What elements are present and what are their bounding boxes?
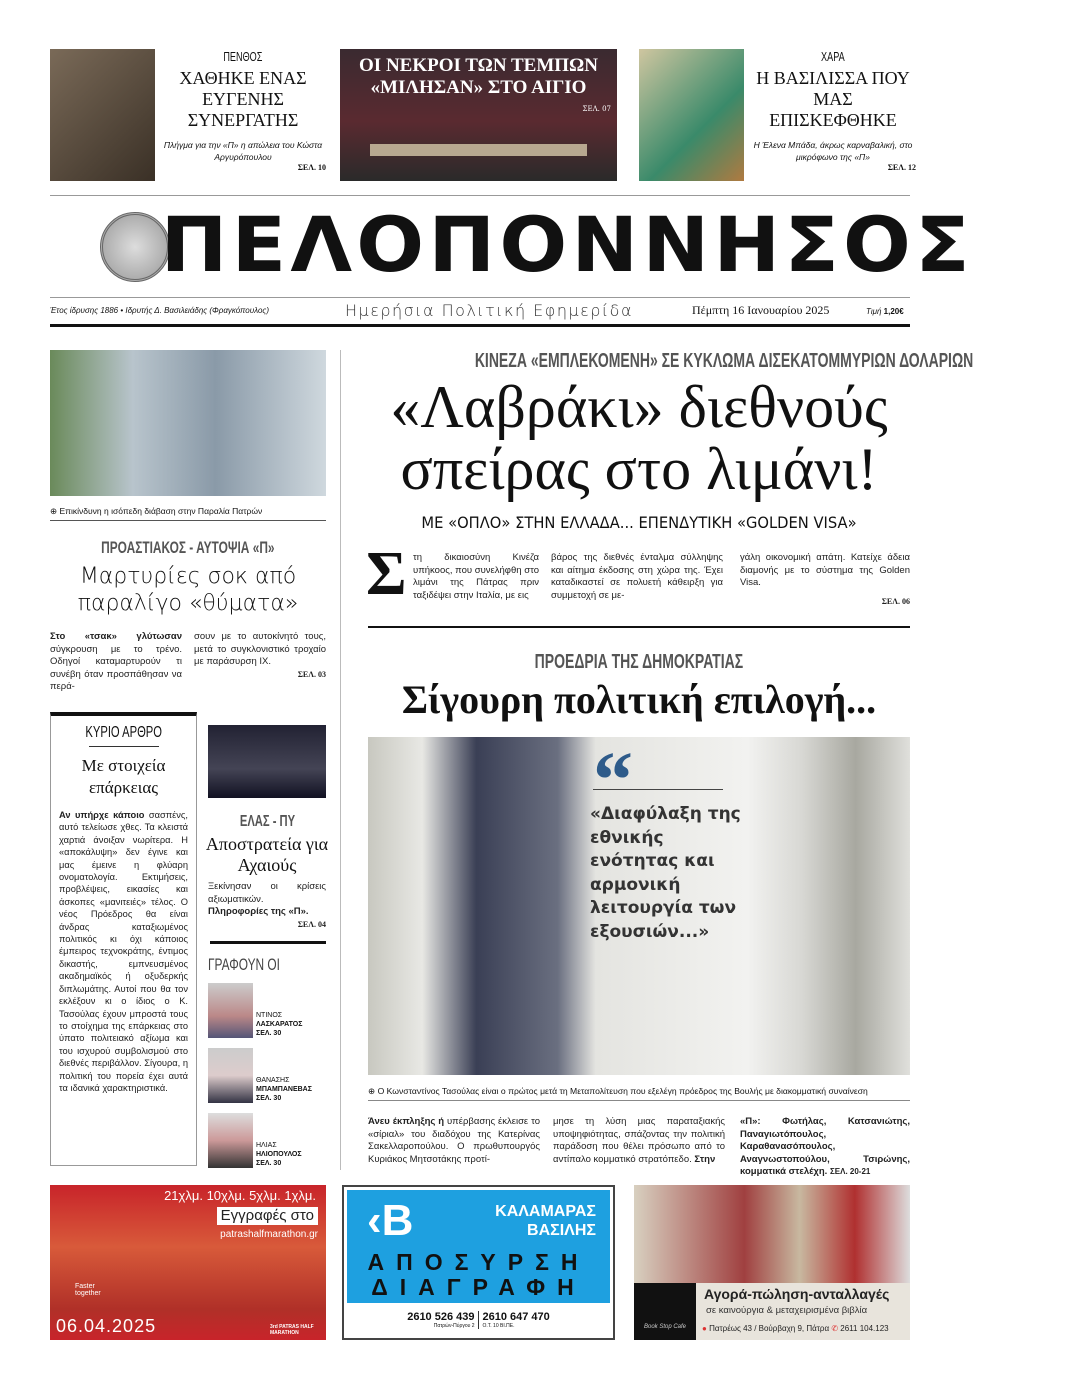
president-body-col2: μησε τη λύση μιας παραταξιακής υποψηφιότητας, σπάζοντας την πολιτική παράδοση που θέλει πρόσωπο από το αντίπαλο κομματικό στρατόπεδο. Στην [553,1116,725,1165]
teaser-page: ΣΕΛ. 07 [582,105,611,113]
ad-patras-half-marathon[interactable]: 21χλμ. 10χλμ. 5χλμ. 1χλμ. Εγγραφές στο patrashalfmarathon.gr Faster together 06.04.2025 3rd PATRAS HALF MARATHON [50,1185,326,1340]
story-kicker: ΕΛΑΣ - ΠΥ [239,813,295,830]
editorial-title[interactable]: Με στοιχεία επάρκειας [81,756,166,797]
teaser-text: Η Έλενα Μπάδα, άκρως καρναβαλική, στο μικρόφωνο της «Π» [753,140,913,162]
teaser-kicker: ΠΕΝΘΟΣ [223,49,263,64]
writer-item[interactable]: ΘΑΝΑΣΗΣ ΜΠΑΜΠΑΝΕΒΑΣ ΣΕΛ. 30 [208,1048,326,1103]
divider [210,941,326,944]
editorial-kicker: ΚΥΡΙΟ ΑΡΘΡΟ [85,724,162,741]
teaser-text: Πλήγμα για την «Π» η απώλεια του Κώστα Αργυρόπουλου [163,140,323,162]
lead-body-col3: γάλη οικονομική απάτη. Κατείχε άδεια διαμονής με το σύστημα της Golden Visa. ΣΕΛ. 06 [740,552,910,606]
teaser-obituary[interactable] [160,48,326,172]
president-headline[interactable]: Σίγουρη πολιτική επιλογή... [401,677,877,722]
tagline: Ημερήσια Πολιτική Εφημερίδα [345,301,633,320]
quote-mark-icon: “ [593,737,633,825]
kb-logo-icon: ‹B [367,1196,414,1245]
tasoulas-photo [368,737,910,1075]
story-headline[interactable]: Μαρτυρίες σοκ από παραλίγο «θύματα» [77,564,299,616]
president-body-col3: «Π»: Φωτήλας, Κατσανιώτης, Παναγιωτόπουλος, Καραθανασόπουλος, Αναγνωστοπούλου, Τσιρώνης, κομματικά στελέχη. ΣΕΛ. 20-21 [740,1116,910,1177]
camera-icon: ⊕ [368,1086,378,1096]
teaser-photo-argyropoulos [50,49,155,181]
phone-icon: ✆ [831,1324,839,1333]
teaser-page: ΣΕΛ. 10 [297,163,326,172]
masthead-logo-icon [100,212,170,282]
ad-kalamaras[interactable]: ‹B ΚΑΛΑΜΑΡΑΣ ΒΑΣΙΛΗΣ ΑΠΟΣΥΡΣΗ ΔΙΑΓΡΑΦΗ 2610 526 439 Πατρών-Πύργου 2 2610 647 470 Ο.Τ. 10 ΒΙ.ΠΕ. [342,1185,615,1340]
writer-item[interactable]: ΝΤΙΝΟΣ ΛΑΣΚΑΡΑΤΟΣ ΣΕΛ. 30 [208,983,326,1038]
story-headline[interactable]: Αποστρατεία για Αχαιούς [205,834,329,875]
camera-icon: ⊕ [50,506,60,516]
column-divider [340,350,341,1170]
police-officers-photo [208,725,326,798]
location-pin-icon: ● [702,1324,707,1333]
teaser-title: ΧΑΘΗΚΕ ΕΝΑΣ ΕΥΓΕΝΗΣ ΣΥΝΕΡΓΑΤΗΣ [179,68,307,130]
teaser-title: Η ΒΑΣΙΛΙΣΣΑ ΠΟΥ ΜΑΣ ΕΠΙΣΚΕΦΘΗΚΕ [756,68,910,130]
masthead-title: ΠΕΛΟΠΟΝΝΗΣΟΣ [160,200,974,289]
president-kicker: ΠΡΟΕΔΡΙΑ ΤΗΣ ΔΗΜΟΚΡΑΤΙΑΣ [534,651,744,673]
divider [368,626,910,628]
pull-quote: «Διαφύλαξη της εθνικής ενότητας και αρμονική λειτουργία των εξουσιών...» [590,804,741,942]
lead-headline[interactable]: «Λαβράκι» διεθνούς σπείρας στο λιμάνι! [390,374,888,502]
teaser-queen[interactable] [750,48,916,172]
lead-subtitle: ΜΕ «ΟΠΛΟ» ΣΤΗΝ ΕΛΛΑΔΑ... ΕΠΕΝΔΥΤΙΚΗ «GOLDEN VISA» [421,513,857,532]
panel-table [370,144,587,156]
divider [50,195,910,196]
writers-list [208,983,326,1168]
divider-thick [50,324,910,327]
teaser-title: ΟΙ ΝΕΚΡΟΙ ΤΩΝ ΤΕΜΠΩΝ «ΜΙΛΗΣΑΝ» ΣΤΟ ΑΙΓΙΟ [359,55,598,98]
photo-caption: ⊕ Επικίνδυνη η ισόπεδη διάβαση στην Παραλία Πατρών [50,505,326,521]
divider [50,297,910,298]
teaser-page: ΣΕΛ. 12 [887,163,916,172]
president-body-col1: Άνευ έκπληξης ή υπέρβασης έκλεισε το «σίριαλ» του διαδόχου της Κατερίνας Σακελλαροπούλου. Ο πρωθυπουργός Κυριάκος Μητσοτάκης προτί- [368,1116,540,1165]
dropcap: Σ [366,540,407,608]
story-body-col2: σουν με το αυτοκίνητό τους, μετά το συγκλονιστικό τροχαίο με παράσυρση ΙΧ. ΣΕΛ. 03 [194,631,326,679]
teaser-kicker: ΧΑΡΑ [821,49,845,64]
lead-body-col2: βάρος της διεθνές ένταλμα σύλληψης και αίτημα έκδοσης στη χώρα της. Έχει καταδικαστεί σε πολυετή κάθειρξη για συμμετοχή σε με- [551,552,723,601]
ad-bookstop-cafe[interactable]: Book Stop Cafe Αγορά-πώληση-ανταλλαγές σε καινούργια & μεταχειρισμένα βιβλία ● Πατρέως 43 / Βούρβαχη 9, Πάτρα ✆ 2611 104.123 [634,1185,910,1340]
photo-caption: ⊕ Ο Κωνσταντίνος Τασούλας είναι ο πρώτος μετά τη Μεταπολίτευση που εξελέγη πρόεδρος της Βουλής με διακομματική συναίνεση [368,1085,910,1101]
writer-item[interactable]: ΗΛΙΑΣ ΗΛΙΟΠΟΥΛΟΣ ΣΕΛ. 30 [208,1113,326,1168]
issue-date: Πέμπτη 16 Ιανουαρίου 2025 [692,303,830,317]
teaser-tempi[interactable] [340,49,617,181]
price-label: Τιμή [866,307,882,316]
story-body-col1: Στο «τσακ» γλύτωσαν σύγκρουση με το τρένο. Οδηγοί καταμαρτυρούν τι συνέβη όταν προσπάθησαν να περά- [50,631,182,692]
founded-line: Έτος ίδρυσης 1886 • Ιδρυτής Δ. Βασιλειάδης (Φραγκόπουλος) [50,306,269,315]
writers-heading: ΓΡΑΦΟΥΝ ΟΙ [208,955,280,974]
teaser-photo-bada [639,49,744,181]
lead-kicker: ΚΙΝΕΖΑ «ΕΜΠΛΕΚΟΜΕΝΗ» ΣΕ ΚΥΚΛΩΜΑ ΔΙΣΕΚΑΤΟΜΜΥΡΙΩΝ ΔΟΛΑΡΙΩΝ [474,350,974,372]
editorial-box: ΚΥΡΙΟ ΑΡΘΡΟ Με στοιχεία επάρκειας Αν υπήρχε κάποιο σασπένς, αυτό τελείωσε χθες. Τα κλειστά χαρτιά άνοιξαν νωρίτερα. Η «αποκάλυψη» δεν έγινε και μας έμεινε η φλύαρη ονοματολογία. Εκτιμήσεις, προβλέψεις, εικασίες και άσκοπες «μανιτειές» τέλος. Ο νέος Πρόεδρος θα είναι άνδρας καταξιωμένος πολιτικός κι όχι κάποιος έμπειρος τεχνοκράτης, έντιμος δικαστής, εμπνευσμένος ακαδημαϊκός ή οξυδερκής διπλωμάτης. Αυτοί που θα τον εκλέξουν κι ο ίδιος ο Κ. Τασούλας έχουν μπροστά τους το στοίχημα της επάρκειας στο ύπατο πολιτειακό αξίωμα και του ισχυρού συμβολισμού στο διεθνές περιβάλλον. Σίγουρα, η πολιτική του πορεία έχει αυτά τα ιδανικά χαρακτηριστικά. [50,712,197,1166]
price: 1,20€ [883,307,904,316]
lead-body-col1: τη δικαιοσύνη Κινέζα υπήκοος, που συνελήφθη στο λιμάνι της Πάτρας πριν ταξιδέψει στην Ιταλία, με εις [413,552,539,601]
level-crossing-photo [50,350,326,496]
story-kicker: ΠΡΟΑΣΤΙΑΚΟΣ - ΑΥΤΟΨΙΑ «Π» [101,538,275,557]
